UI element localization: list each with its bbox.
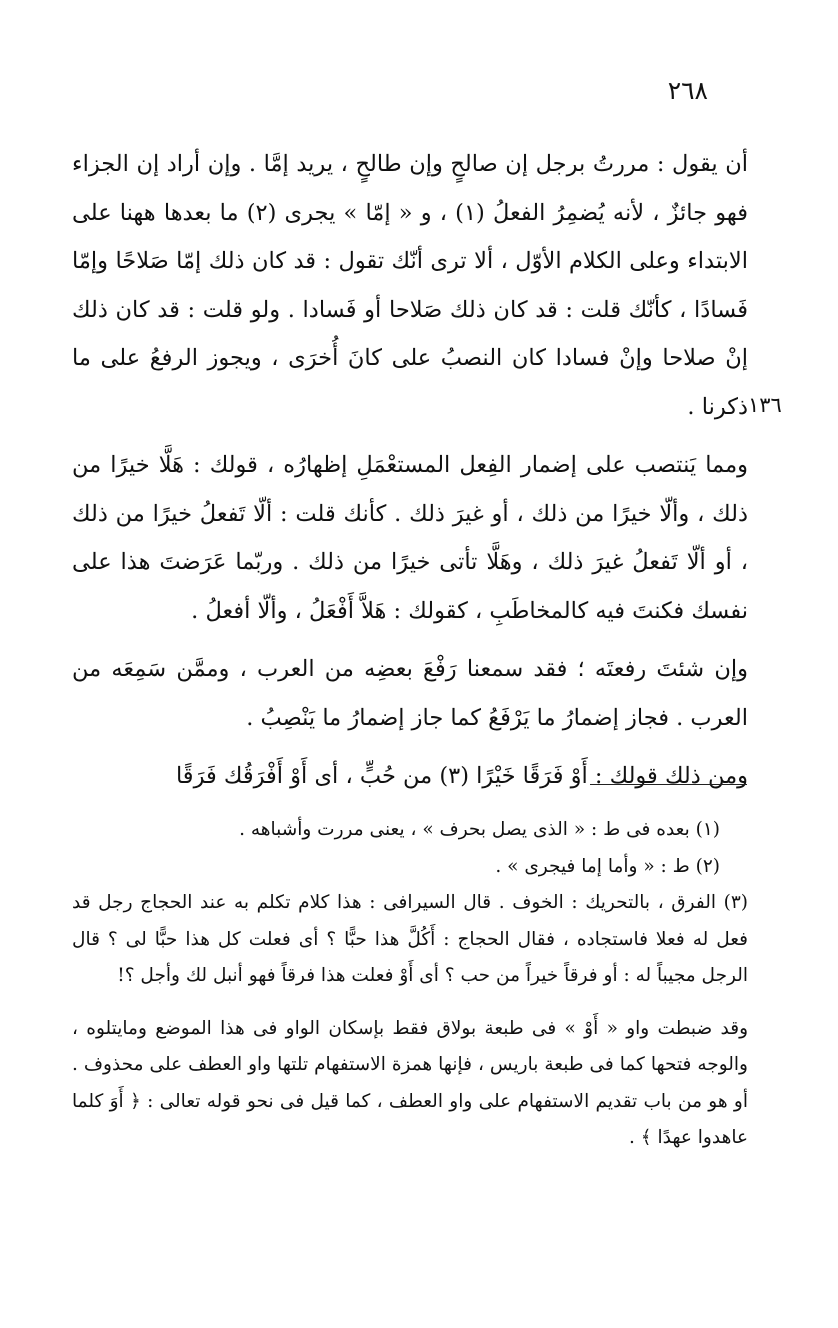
footnote-2: (٢) ط : « وأما إما فيجرى » . bbox=[495, 855, 720, 877]
main-text bbox=[72, 140, 748, 801]
margin-reference-number: ١٣٦ bbox=[748, 393, 782, 417]
editor-commentary: وقد ضبطت واو « أَوْ » فى طبعة بولاق فقط بإسكان الواو فى هذا الموضع ومايتلوه ، والوجه فتحها كما فى طبعة باريس ، فإنها همزة الاستفهام تلتها واو العطف على محذوف . أو هو من باب تقديم الاستفهام على واو العطف ، كما قيل فى نحو قوله تعالى : ﴿ أَوَ كلما عاهدوا عهدًا ﴾ . bbox=[72, 1017, 748, 1148]
paragraph-1: أن يقول : مررتُ برجل إن صالحٍ وإن طالحٍ ، يريد إمَّا . وإن أراد إن الجزاء فهو جائزٌ ، لأنه يُضمِرُ الفعلُ (١) ، و « إمّا » يجرى (٢) ما بعدها ههنا على الابتداء وعلى الكلام الأوّل ، ألا ترى أنّك تقول : قد كان ذلك إمّا صَلاحًا وإمّا فَسادًا ، كأنّك قلت : قد كان ذلك صَلاحا أو فَسادا . ولو قلت : قد كان ذلك إنْ صلاحا وإنْ فسادا كان النصبُ على كانَ أُخرَى ، ويجوز الرفعُ على ما ذكرنا . bbox=[72, 151, 748, 420]
footnote-1: (١) بعده فى ط : « الذى يصل بحرف » ، يعنى مررت وأشباهه . bbox=[239, 819, 720, 840]
footnote-divider bbox=[590, 784, 747, 785]
footnotes bbox=[72, 812, 748, 1157]
paragraph-2: ومما يَنتصب على إضمار الفِعل المستعْمَلِ إظهارُه ، قولك : هَلَّا خيرًا من ذلك ، وألّا خيرًا من ذلك ، أو غيرَ ذلك . كأنك قلت : ألّا تَفعلُ خيرًا من ذلك ، أو ألّا تَفعلُ غيرَ ذلك ، وهَلَّا تأتى خيرًا من ذلك . وربّما عَرَضتَ هذا على نفسك فكنتَ فيه كالمخاطَبِ ، كقولك : هَلاَّ أَفْعَلُ ، وألّا أفعلُ . bbox=[72, 452, 748, 624]
paragraph-3: وإن شئتَ رفعتَه ؛ فقد سمعنا رَفْعَ بعضِه من العرب ، وممَّن سَمِعَه من العرب . فجاز إضمارُ ما يَرْفَعُ كما جاز إضمارُ ما يَنْصِبُ . bbox=[72, 656, 748, 731]
paragraph-4: ومن ذلك قولك : أَوْ فَرَقًا خَيْرًا (٣) من حُبٍّ ، أى أَوْ أَفْرَقُك فَرَقًا bbox=[175, 763, 748, 789]
footnote-3: (٣) الفرق ، بالتحريك : الخوف . قال السيرافى : هذا كلام تكلم به عند الحجاج رجل قد فعل له فعلا فاستجاده ، فقال الحجاج : أَكُلَّ هذا حبًّا ؟ أى فعلت كل هذا حبًّا لى ؟ قال الرجل مجيباً له : أو فرقاً خيراً من حب ؟ أى أَوْ فعلت هذا فرقاً فهو أنبل لك وأجل ؟! bbox=[72, 892, 748, 986]
page-number: ٢٦٨ bbox=[667, 76, 708, 105]
